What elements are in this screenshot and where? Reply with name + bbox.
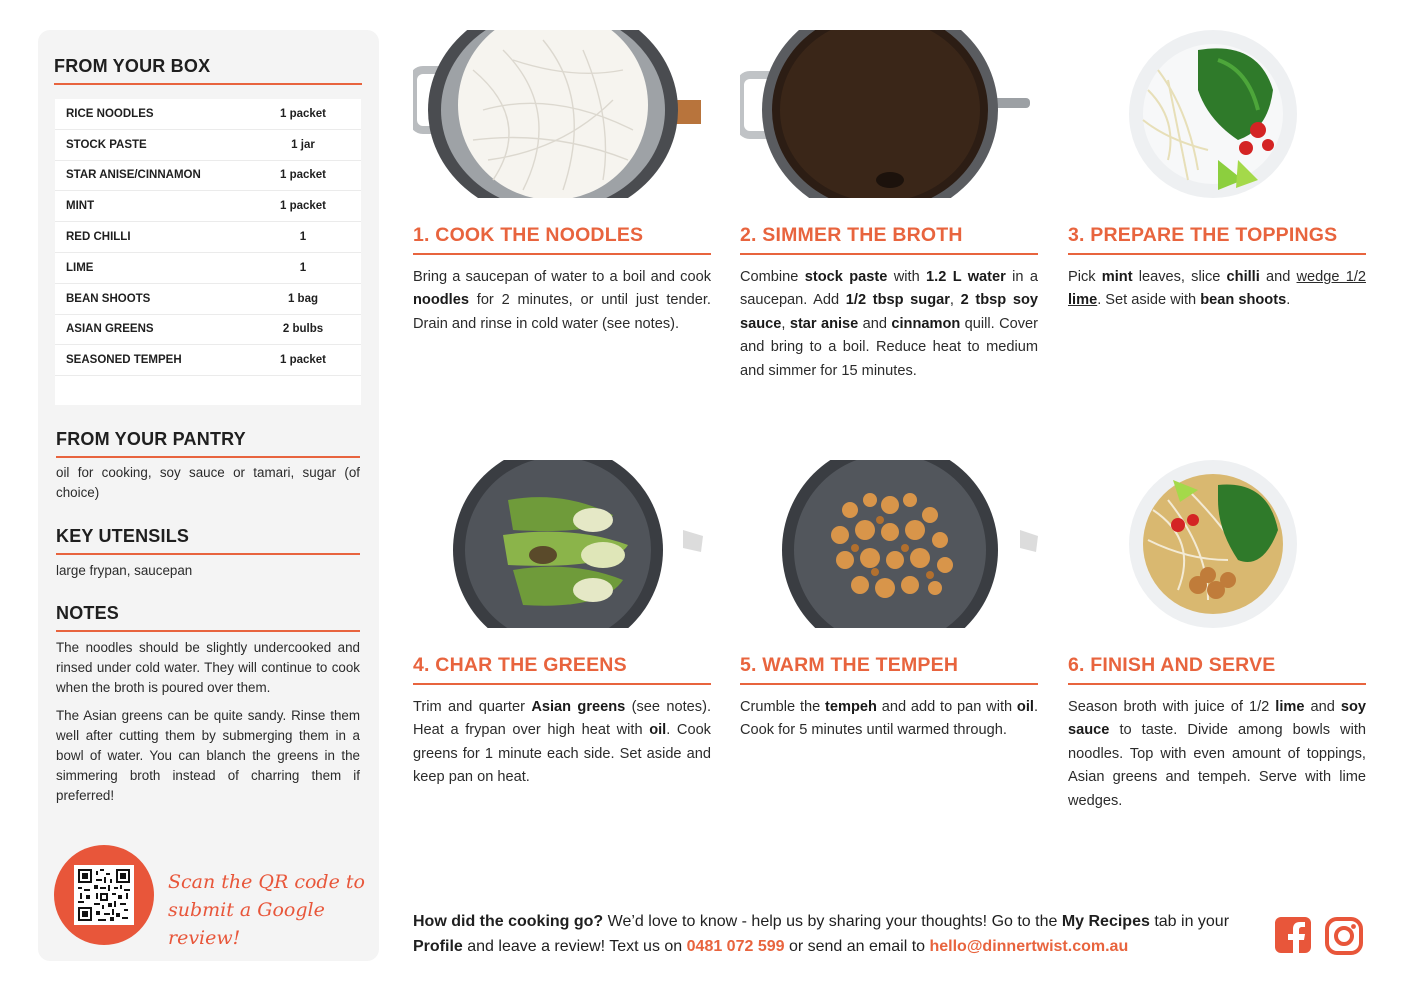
qr-callout-line-2: submit a Google review! xyxy=(168,899,325,949)
ingredient-name: RICE NOODLES xyxy=(66,107,154,120)
notes-paragraph-1: The noodles should be slightly undercooked and rinsed under cold water. They will continue to cook when the broth is poured over them. xyxy=(56,640,360,695)
ingredient-qty: 1 xyxy=(299,261,307,274)
ingredient-name: RED CHILLI xyxy=(66,231,131,244)
table-row xyxy=(55,161,361,192)
step-6-title: 6. FINISH AND SERVE xyxy=(1068,654,1366,685)
step-1-title: 1. COOK THE NOODLES xyxy=(413,224,711,255)
step-3-body: Pick mint leaves, slice chilli and wedge 1/2 lime. Set aside with bean shoots. xyxy=(1068,269,1366,309)
ingredient-name: BEAN SHOOTS xyxy=(66,292,151,305)
qr-code[interactable] xyxy=(74,865,134,925)
review-prompt: How did the cooking go? We’d love to know - help us by sharing your thoughts! Go to the My Recipes tab in your Profile and leave a review! Text us on 0481 072 599 or send an email to hello@dinnertwist.com.au xyxy=(413,913,1230,955)
qr-callout xyxy=(168,868,368,952)
noodles-photo xyxy=(413,30,713,198)
greens-photo xyxy=(413,460,713,628)
step-5-body: Crumble the tempeh and add to pan with oil. Cook for 5 minutes until warmed through. xyxy=(740,699,1039,739)
ingredient-qty: 1 bag xyxy=(287,292,319,305)
step-5-title: 5. WARM THE TEMPEH xyxy=(740,654,1038,685)
ingredient-table xyxy=(55,99,361,405)
table-row xyxy=(55,191,361,222)
email-link[interactable]: hello@dinnertwist.com.au xyxy=(929,938,1129,955)
ingredient-qty: 1 packet xyxy=(279,200,327,213)
step-4-body: Trim and quarter Asian greens (see notes). Heat a frypan over high heat with oil. Cook greens for 1 minute each side. Set aside and keep pan on heat. xyxy=(413,699,712,786)
table-row xyxy=(55,345,361,376)
instagram-icon[interactable] xyxy=(1324,916,1364,956)
step-2-title: 2. SIMMER THE BROTH xyxy=(740,224,1038,255)
table-row xyxy=(55,222,361,253)
ingredient-name: STAR ANISE/CINNAMON xyxy=(66,169,201,182)
ingredient-qty: 1 packet xyxy=(279,169,327,182)
table-row xyxy=(55,99,361,130)
ingredient-qty: 1 jar xyxy=(291,138,315,151)
ingredient-qty: 1 xyxy=(299,231,307,244)
ingredient-qty: 1 packet xyxy=(279,107,327,120)
table-row xyxy=(55,284,361,315)
ingredient-qty: 1 packet xyxy=(279,354,327,367)
utensils-heading: KEY UTENSILS xyxy=(56,526,360,555)
qr-code-badge[interactable] xyxy=(54,845,154,945)
ingredient-name: LIME xyxy=(66,261,94,274)
finished-dish-photo xyxy=(1068,460,1368,628)
step-4-title: 4. CHAR THE GREENS xyxy=(413,654,711,685)
table-row xyxy=(55,130,361,161)
table-row xyxy=(55,315,361,346)
step-2-body: Combine stock paste with 1.2 L water in a saucepan. Add 1/2 tbsp sugar, 2 tbsp soy sauce, star anise and cinnamon quill. Cover and bring to a boil. Reduce heat to medium and simmer for 15 minutes. xyxy=(740,269,1039,379)
ingredient-name: STOCK PASTE xyxy=(66,138,147,151)
broth-photo xyxy=(740,30,1040,198)
step-6-body: Season broth with juice of 1/2 lime and soy sauce to taste. Divide among bowls with noodles. Top with even amount of toppings, Asian greens and tempeh. Serve with lime wedges. xyxy=(1068,699,1366,809)
qr-callout-line-1: Scan the QR code to xyxy=(168,871,365,893)
ingredient-qty: 2 bulbs xyxy=(282,323,324,336)
phone-link[interactable]: 0481 072 599 xyxy=(686,938,785,955)
notes-heading: NOTES xyxy=(56,603,360,632)
utensils-text: large frypan, saucepan xyxy=(56,563,193,578)
notes-paragraph-2: The Asian greens can be quite sandy. Rinse them well after cutting them by submerging them in a bowl of water. You can blanch the greens in the simmering broth instead of charring them if preferred! xyxy=(56,708,360,803)
pantry-heading: FROM YOUR PANTRY xyxy=(56,429,360,458)
ingredient-name: MINT xyxy=(66,200,95,213)
toppings-photo xyxy=(1068,30,1368,198)
ingredient-name: SEASONED TEMPEH xyxy=(66,354,182,367)
from-your-box-heading: FROM YOUR BOX xyxy=(54,56,362,85)
ingredient-name: ASIAN GREENS xyxy=(66,323,154,336)
tempeh-photo xyxy=(740,460,1040,628)
table-row xyxy=(55,253,361,284)
facebook-icon[interactable] xyxy=(1274,916,1314,956)
pantry-text: oil for cooking, soy sauce or tamari, sugar (of choice) xyxy=(56,465,360,500)
step-1-body: Bring a saucepan of water to a boil and cook noodles for 2 minutes, or until just tender. Drain and rinse in cold water (see notes). xyxy=(413,269,711,332)
step-3-title: 3. PREPARE THE TOPPINGS xyxy=(1068,224,1366,255)
